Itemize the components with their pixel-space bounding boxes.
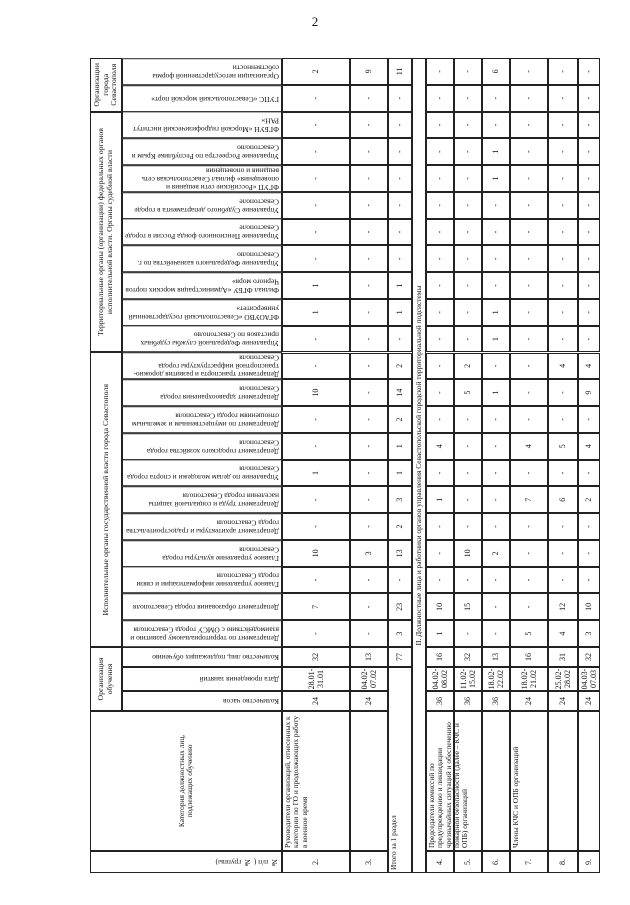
row-value: 1 [482,379,510,406]
row-value: - [426,58,454,85]
row-value: - [454,486,482,513]
row-value: - [510,58,548,85]
row-value: - [482,112,510,139]
row-value: - [282,192,350,219]
row-value: - [388,567,412,594]
row-value: - [482,486,510,513]
row-category: Председатели комиссий по предупреждению и ликвидации чрезвычайных ситуаций и обеспечению пожарной безопасности (далее – КЧС и ОПБ) организаций [426,711,454,851]
total-label: Итого за 1 раздел [388,667,412,873]
row-value: 23 [388,593,412,620]
row-value: - [350,112,388,139]
row-hours: 24 [282,691,350,711]
row-value: - [282,406,350,433]
row-value: - [482,433,510,460]
row-value: - [510,513,548,540]
row-value: - [426,460,454,487]
training-schedule-table [90,58,598,873]
row-value: - [510,567,548,594]
row-value: - [578,326,600,353]
row-value: - [482,406,510,433]
row-hours: 24 [578,691,600,711]
header-org-col: Департамент городского хозяйства города Севастополя [122,433,282,460]
row-value: - [426,138,454,165]
header-exec-authorities: Исполнительные органы государственной власти города Севастополя [90,353,122,648]
row-value: - [426,85,454,112]
row-value: - [548,326,578,353]
row-value: - [482,567,510,594]
row-value: 9 [350,58,388,85]
row-value: - [388,85,412,112]
row-value: 4 [426,433,454,460]
row-value: - [426,299,454,326]
row-dates: 04.02-07.02 [350,667,388,691]
row-value: - [350,379,388,406]
row-value: - [350,85,388,112]
row-value: - [510,299,548,326]
header-org-col: ФГБУН «Морской гидрофизический институт РАН» [122,112,282,139]
row-value: 1 [388,299,412,326]
row-value: - [548,299,578,326]
header-org-col: Департамент образования города Севастополя [122,593,282,620]
row-value: - [282,486,350,513]
row-value: - [454,513,482,540]
row-value: - [454,112,482,139]
header-federal-bodies: Территориальные органы (организации) федеральных органов исполнительной власти. Органы судебной власти [90,112,122,353]
row-value: - [454,192,482,219]
row-value: - [454,138,482,165]
row-value: 1 [482,165,510,192]
row-value: - [426,513,454,540]
row-value: - [482,460,510,487]
row-value: - [350,165,388,192]
row-value: 5 [454,379,482,406]
row-value: 10 [282,379,350,406]
row-value: - [510,112,548,139]
row-category [548,711,578,851]
row-value: - [482,272,510,299]
row-value: - [388,138,412,165]
row-value: - [388,219,412,246]
header-org-col: Департамент по имущественным и земельным отношениям города Севастополя [122,406,282,433]
row-value: - [548,85,578,112]
header-org-col: Филиал ФГБУ «Администрация морских портов Черного моря» [122,272,282,299]
header-org-col: Управление Пенсионного фонда России в городе Севастополе [122,219,282,246]
row-value: - [578,460,600,487]
row-value: 5 [548,433,578,460]
row-value: 7 [282,593,350,620]
row-count: 16 [510,647,548,667]
header-org-col: Департамент транспорта и развития дорожно-транспортной инфраструктуры города Севастополя [122,353,282,380]
row-value: - [350,567,388,594]
header-num: № п/п ( № группы) [90,851,282,873]
row-value: - [510,593,548,620]
row-number: 6. [482,851,510,873]
row-value: - [548,138,578,165]
row-value: - [426,567,454,594]
row-value: - [548,406,578,433]
row-value: - [454,272,482,299]
row-value: - [282,567,350,594]
row-value: 6 [548,486,578,513]
row-count: 13 [482,647,510,667]
row-hours: 24 [350,691,388,711]
row-value: - [454,460,482,487]
row-value: 2 [388,353,412,380]
row-value: 2 [282,58,350,85]
row-value: - [350,460,388,487]
row-value: - [578,165,600,192]
row-category: Руководители организаций, отнесенных к категории по ГО и продолжающих работу в военное время [282,711,350,851]
row-value: 2 [388,513,412,540]
row-count: 13 [350,647,388,667]
row-count: 32 [282,647,350,667]
row-value: - [350,513,388,540]
row-value: - [510,165,548,192]
header-org-col: Управление Росреестра по Республике Крым и Севастополю [122,138,282,165]
row-value: - [548,272,578,299]
row-value: - [426,219,454,246]
row-category: Члены КЧС и ОПБ организаций [510,711,548,851]
row-value: 2 [578,486,600,513]
row-value: - [388,192,412,219]
row-value: - [510,379,548,406]
row-value: 7 [510,486,548,513]
row-value: - [350,272,388,299]
row-value: 4 [578,433,600,460]
row-value: - [350,138,388,165]
row-value: - [454,433,482,460]
row-value: 1 [426,620,454,647]
row-value: - [578,540,600,567]
row-value: - [350,433,388,460]
header-org-col: Управление Федеральной службы судебных приставов по Севастополю [122,326,282,353]
row-value: - [510,192,548,219]
row-value: - [510,138,548,165]
row-value: 10 [454,540,482,567]
row-value: - [426,353,454,380]
row-value: - [578,299,600,326]
row-value: - [510,406,548,433]
row-value: - [510,219,548,246]
row-number: 2. [282,851,350,873]
row-dates: 04.02-08.02 [426,667,454,691]
row-value: - [350,326,388,353]
row-value: 13 [388,540,412,567]
row-dates: 28.01-31.01 [282,667,350,691]
row-value: - [548,567,578,594]
row-value: 1 [282,272,350,299]
row-dates: 25.02-28.02 [548,667,578,691]
row-number: 8. [548,851,578,873]
row-value: - [350,245,388,272]
row-value: - [578,192,600,219]
row-value: - [454,567,482,594]
row-value: 4 [510,433,548,460]
section-title: II. Должностные лица и работники органов управления Севастопольской городской территориальной подсистемы [412,58,426,873]
row-value: - [548,245,578,272]
header-org-col: ГУПС «Севастопольский морской порт» [122,85,282,112]
row-count: 31 [548,647,578,667]
row-value: - [482,245,510,272]
header-org-col: Организации негосударственной формы собственности [122,58,282,85]
row-value: - [282,112,350,139]
header-org-col: Главное управление информатизации и связи города Севастополя [122,567,282,594]
row-value: - [510,540,548,567]
header-category: Категория должностных лиц, подлежащих обучению [90,711,282,851]
row-value: - [426,406,454,433]
row-value: 15 [454,593,482,620]
row-value: 1 [388,272,412,299]
row-value: - [388,245,412,272]
row-dates: 18.02-22.02 [482,667,510,691]
row-value: - [454,245,482,272]
header-org-col: Департамент здравоохранения города Севастополя [122,379,282,406]
row-value: - [350,406,388,433]
row-value: - [482,85,510,112]
row-value: - [510,272,548,299]
row-hours: 24 [548,691,578,711]
row-value: - [350,219,388,246]
row-count: 32 [578,647,600,667]
header-org-col: Управление по делам молодежи и спорта города Севастополя [122,460,282,487]
row-value: - [578,567,600,594]
row-value: 1 [282,460,350,487]
row-value: 9 [578,379,600,406]
row-value: - [454,299,482,326]
header-org-col: Управление Судебного департамента в городе Севастополе [122,192,282,219]
row-value: - [282,85,350,112]
row-value: - [548,540,578,567]
row-value: - [482,192,510,219]
row-value: - [482,513,510,540]
row-hours: 36 [482,691,510,711]
row-value: 2 [482,540,510,567]
row-value: - [548,219,578,246]
row-value: 12 [548,593,578,620]
row-value: 4 [578,353,600,380]
row-value: - [282,433,350,460]
row-value: 10 [282,540,350,567]
row-number: 4. [426,851,454,873]
row-value: - [510,326,548,353]
row-value: - [282,165,350,192]
row-value: - [426,112,454,139]
row-value: - [282,138,350,165]
row-value: 2 [454,353,482,380]
row-value: - [510,353,548,380]
row-value: - [282,245,350,272]
header-org-col: ФГАОУВО «Севастопольский государственный университет» [122,299,282,326]
row-value: - [388,112,412,139]
row-value: - [282,513,350,540]
row-dates: 04.03-07.03 [579,668,598,690]
row-value: 1 [282,299,350,326]
page-number: 2 [311,14,319,29]
header-org-col: Департамент по территориальному развитию и взаимодействию с ОМСУ города Севастополя [122,620,282,647]
row-hours: 24 [510,691,548,711]
row-value: - [350,192,388,219]
row-value: 1 [482,138,510,165]
row-value: - [388,165,412,192]
row-value: - [454,326,482,353]
row-count: 77 [388,647,412,667]
row-value: - [578,219,600,246]
row-value: - [548,58,578,85]
row-number: 9. [578,851,600,873]
row-value: 4 [548,620,578,647]
row-category [578,711,600,851]
row-value: - [482,353,510,380]
row-value: - [282,353,350,380]
row-value: - [454,58,482,85]
header-count: Количество лиц, подлежащих обучению [122,647,282,667]
row-value: 3 [578,620,600,647]
row-value: - [578,112,600,139]
row-value: - [578,513,600,540]
row-value: - [548,379,578,406]
row-hours: 36 [426,691,454,711]
header-org-col: ФГУП «Российские сети вещания и оповещения» филиал Севастопольская сеть вещания и оповещения [122,165,282,192]
row-value: - [350,620,388,647]
row-value: 4 [548,353,578,380]
row-value: 10 [426,593,454,620]
row-value: - [454,620,482,647]
header-org-col: Департамент архитектуры и градостроительства города Севастополя [122,513,282,540]
row-value: - [282,326,350,353]
row-value: - [426,272,454,299]
row-value: 1 [388,460,412,487]
header-org-col: Главное управление культуры города Севастополя [122,540,282,567]
row-value: - [578,272,600,299]
row-value: - [510,245,548,272]
row-value: - [454,165,482,192]
row-value: - [510,460,548,487]
row-value: 14 [388,379,412,406]
header-org-col: Департамент труда и социальной защиты населения города Севастополя [122,486,282,513]
row-category [350,711,388,851]
row-value: - [426,540,454,567]
row-value: - [548,112,578,139]
header-hours: Количество часов [122,691,282,711]
row-value: - [482,219,510,246]
row-value: - [350,299,388,326]
row-value: - [548,513,578,540]
row-category [482,711,510,851]
row-value: 2 [388,406,412,433]
row-value: - [282,219,350,246]
row-value: - [482,620,510,647]
row-value: - [426,245,454,272]
row-dates: 18.02-21.02 [510,667,548,691]
header-city-orgs: Организации города Севастополя [90,58,122,112]
row-value: 6 [482,58,510,85]
row-value: - [578,245,600,272]
row-number: 7. [510,851,548,873]
row-value: 3 [388,486,412,513]
row-value: - [454,85,482,112]
row-value: 5 [510,620,548,647]
row-value: - [282,620,350,647]
row-value: 11 [388,58,412,85]
row-category [454,711,482,851]
row-value: - [578,406,600,433]
header-org-training: Организация обучения [90,647,122,711]
row-value: 1 [482,299,510,326]
row-value: - [578,58,600,85]
row-value: - [350,486,388,513]
row-value: 1 [388,433,412,460]
header-dates: Дата проведения занятий [122,667,282,691]
row-value: - [454,406,482,433]
row-value: 3 [350,540,388,567]
row-value: - [388,326,412,353]
row-value: - [482,593,510,620]
header-org-col: Управление Федерального казначейства по г. Севастополю [122,245,282,272]
row-value: 1 [426,486,454,513]
row-value: 10 [578,593,600,620]
row-count: 16 [426,647,454,667]
row-value: - [578,138,600,165]
row-number: 3. [350,851,388,873]
row-value: - [350,353,388,380]
row-value: - [578,85,600,112]
row-value: - [350,593,388,620]
row-value: 3 [388,620,412,647]
row-value: - [426,326,454,353]
row-value: - [426,192,454,219]
row-value: - [426,165,454,192]
row-value: 1 [482,326,510,353]
row-value: - [548,460,578,487]
row-value: - [548,192,578,219]
row-number: 5. [454,851,482,873]
row-value: - [548,165,578,192]
row-value: - [510,85,548,112]
row-count: 32 [454,647,482,667]
row-dates: 11.02-15.02 [454,667,482,691]
row-value: - [454,219,482,246]
row-value: - [426,379,454,406]
row-hours: 36 [454,691,482,711]
